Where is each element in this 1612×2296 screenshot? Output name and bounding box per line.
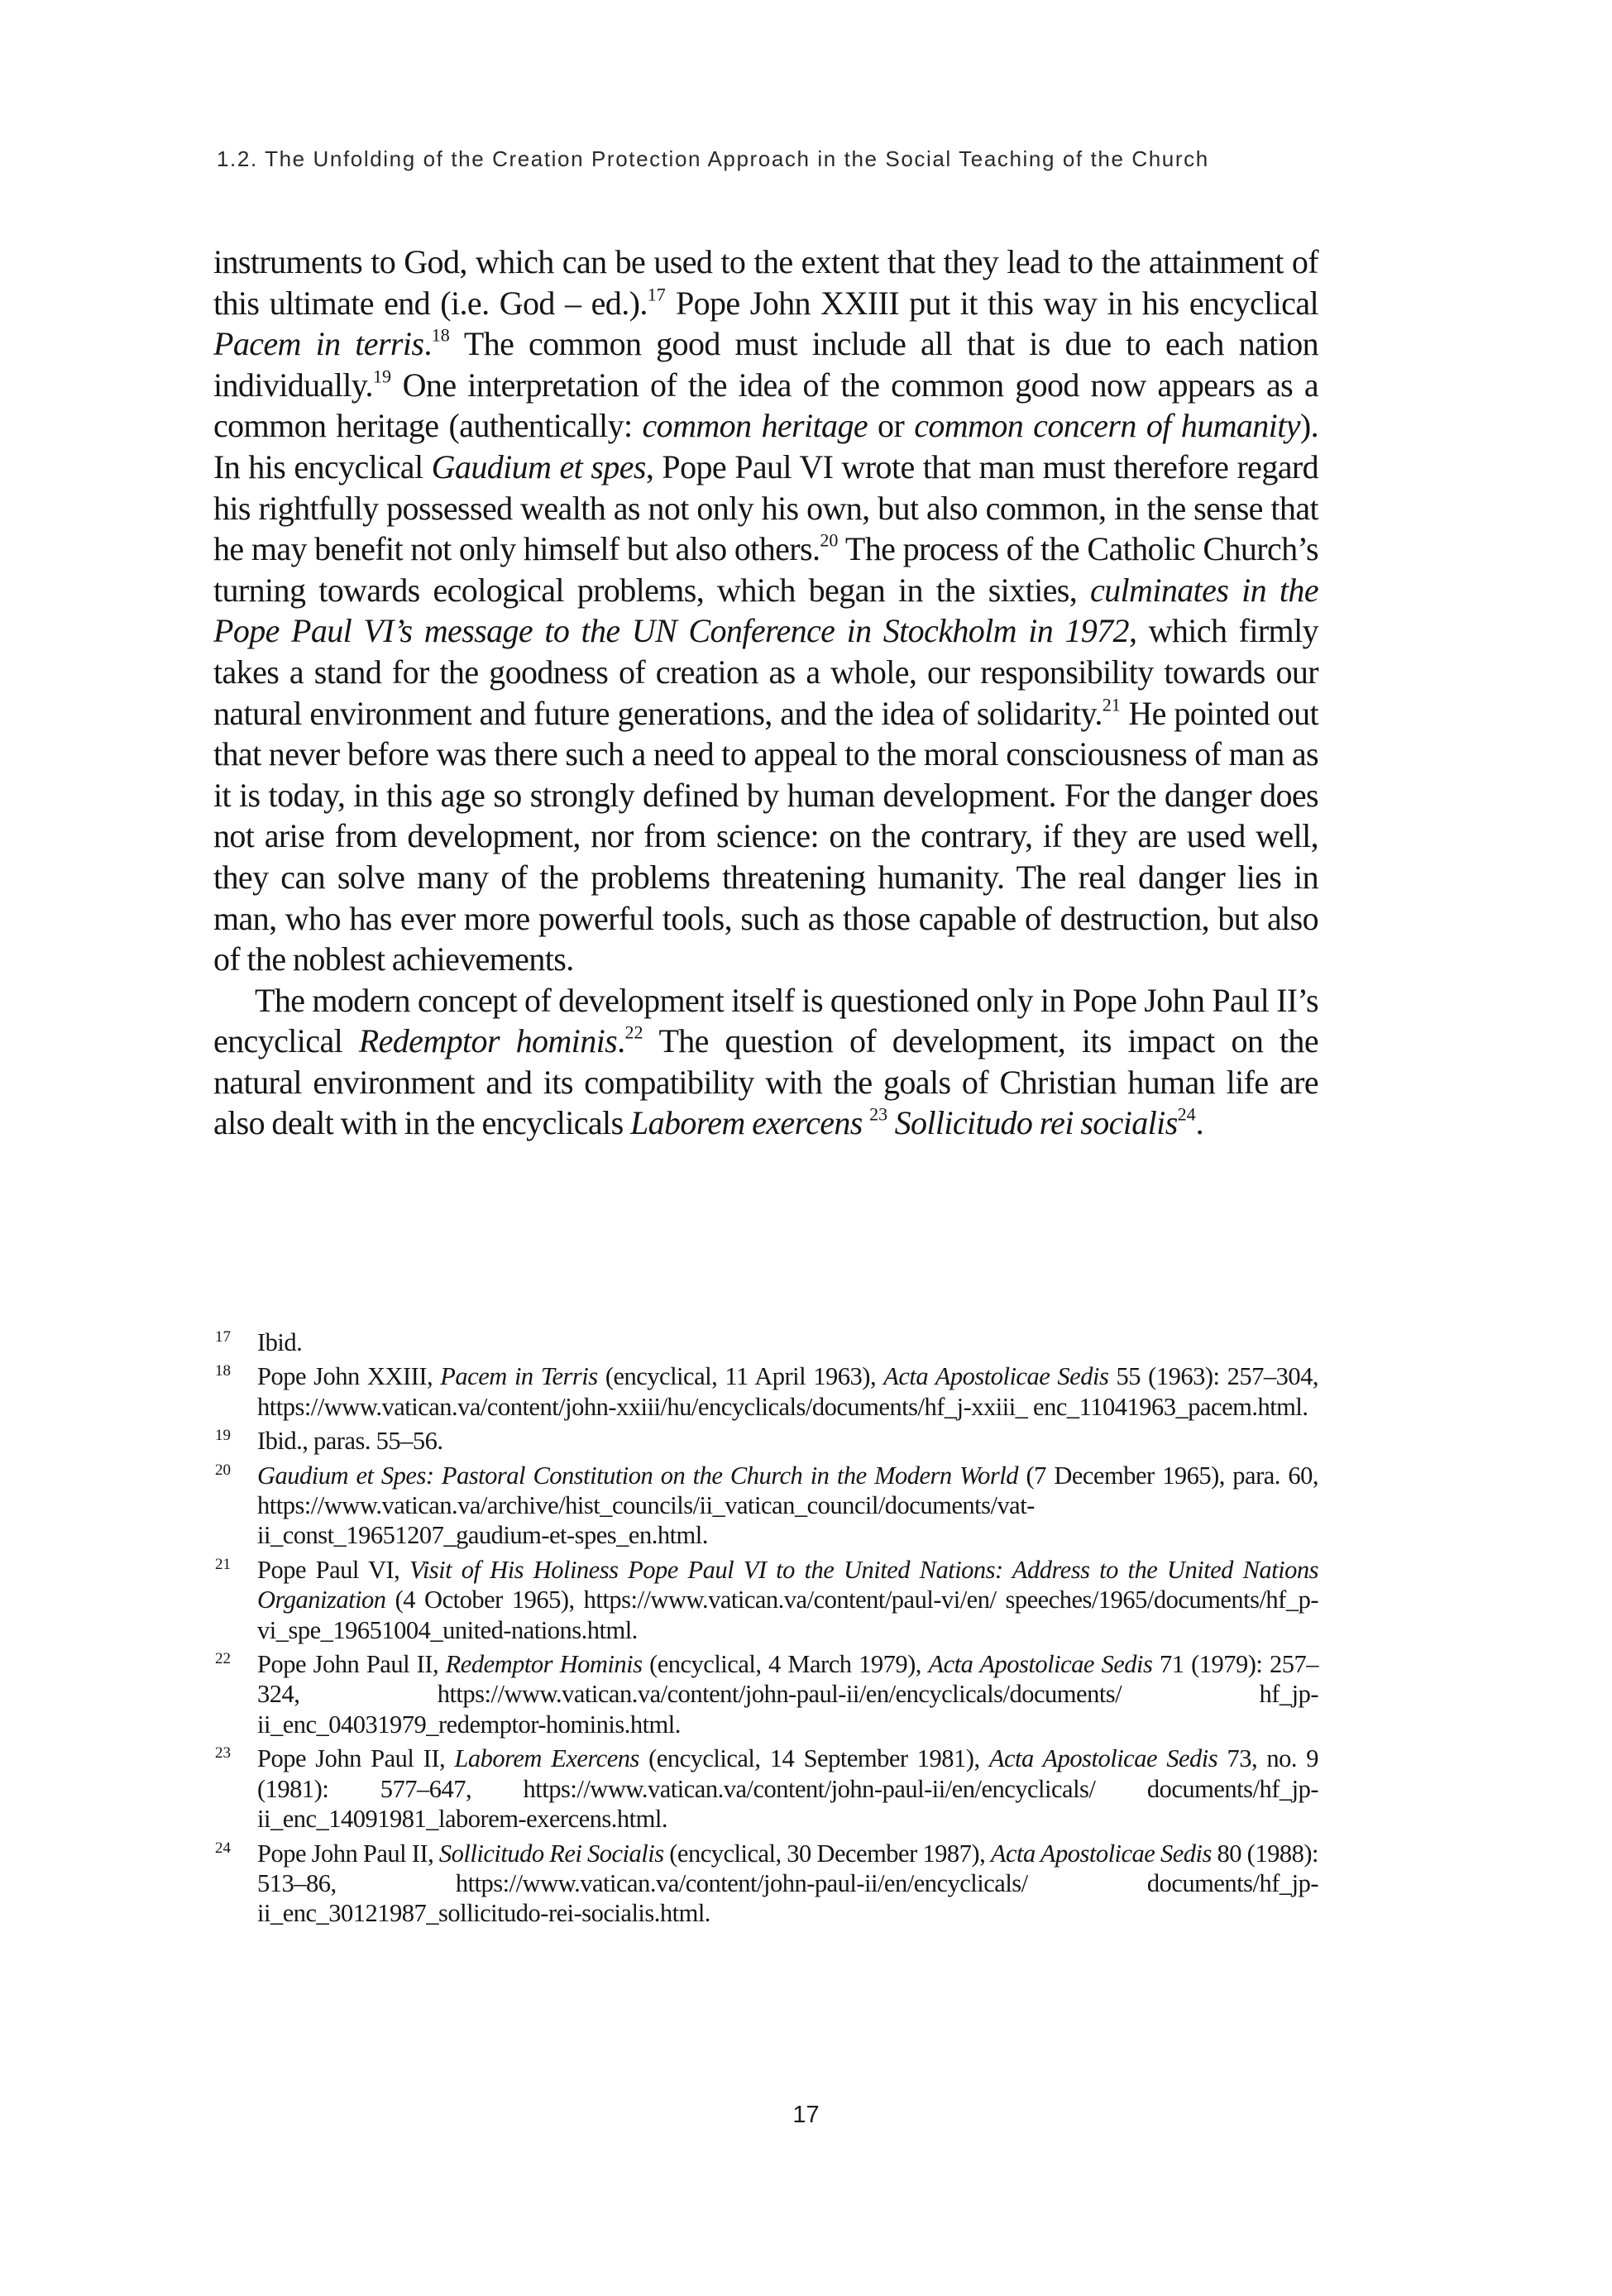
italic-title: Acta Apostolicae Sedis	[990, 1839, 1212, 1868]
italic-title: Laborem exercens	[629, 1104, 863, 1142]
footnote-number: 18	[215, 1362, 231, 1380]
italic-title: Laborem Exercens	[454, 1744, 639, 1773]
text-run: (7 December 1965), para. 60, https://www.vatican.va/archive/hist_councils/ii_vatican_council/documents/vat- ii_const_19651207_gaudium-et-spes_en.html.	[257, 1461, 1318, 1550]
footnote-reference: 23	[869, 1103, 888, 1125]
footnote-reference: 22	[624, 1021, 643, 1043]
italic-title: common concern of humanity	[914, 407, 1300, 445]
footnote-reference: 18	[431, 324, 450, 346]
text-run: The modern concept of development itself is questioned only in Pope John Paul II’s encyclical	[213, 981, 1318, 1060]
footnote-23	[213, 1744, 1318, 1834]
footnote-number: 17	[215, 1328, 231, 1346]
footnote-reference: 21	[1102, 694, 1121, 715]
footnote-20	[213, 1461, 1318, 1551]
italic-title: Pacem in terris	[213, 325, 424, 363]
footnote-22	[213, 1649, 1318, 1739]
text-run	[887, 1104, 894, 1141]
text-run: .	[423, 325, 432, 363]
text-run: (encyclical, 11 April 1963),	[597, 1362, 884, 1391]
text-run: 55 (1963): 257–304, https://www.vatican.va/content/john-xxiii/hu/encyclicals/documents/hf_j-xxiii_ enc_11041963_pacem.html.	[257, 1362, 1318, 1421]
italic-title: Acta Apostolicae Sedis	[883, 1362, 1109, 1391]
text-run: Pope John Paul II,	[257, 1744, 455, 1773]
footnote-21	[213, 1555, 1318, 1645]
text-run: 71 (1979): 257–324, https://www.vatican.va/content/john-paul-ii/en/encyclicals/documents/ hf_jp-ii_enc_04031979_redemptor-hominis.html.	[257, 1650, 1318, 1739]
text-run	[863, 1104, 869, 1141]
text-run: , Pope Paul VI wrote that man must therefore regard his rightfully possessed wealth as not only his own, but also common, in the sense that he may benefit not only himself but also others.	[213, 447, 1319, 568]
footnote-19	[213, 1426, 1318, 1456]
footnotes	[213, 1327, 1318, 1933]
text-run: The process of the Catholic Church’s turning towards ecological problems, which began in the sixties,	[213, 530, 1318, 609]
italic-title: Gaudium et Spes: Pastoral Constitution on the Church in the Modern World	[257, 1461, 1019, 1490]
body-text	[213, 242, 1318, 1144]
footnote-reference: 20	[820, 529, 839, 551]
italic-title: Sollicitudo Rei Socialis	[438, 1839, 664, 1868]
italic-title: Acta Apostolicae Sedis	[928, 1650, 1153, 1679]
text-run: (encyclical, 4 March 1979),	[642, 1650, 929, 1679]
text-run: .	[617, 1022, 625, 1060]
running-header: 1.2. The Unfolding of the Creation Protection Approach in the Social Teaching of the Church	[217, 146, 1209, 171]
page-number: 17	[792, 2102, 820, 2128]
italic-title: Redemptor hominis	[358, 1022, 618, 1060]
text-run: The common good must include all that is due to each nation individually.	[213, 325, 1318, 404]
footnote-number: 19	[215, 1427, 231, 1445]
text-run: Pope John XXIII put it this way in his encyclical	[665, 284, 1318, 322]
footnote-number: 22	[215, 1650, 231, 1668]
text-run: instruments to God, which can be used to the extent that they lead to the attainment of this ultimate end (i.e. God – ed.).	[213, 243, 1318, 322]
italic-title: Redemptor Hominis	[445, 1650, 643, 1679]
italic-title: Gaudium et spes	[431, 447, 646, 486]
text-run: Ibid.	[257, 1328, 303, 1356]
italic-title: culminates in the Pope Paul VI’s message to the UN Conference in Stockholm in 1972	[213, 571, 1318, 650]
italic-title: Visit of His Holiness Pope Paul VI to the United Nations: Address to the United Nations Organization	[257, 1555, 1319, 1614]
text-run: (encyclical, 30 December 1987),	[663, 1839, 991, 1868]
italic-title: Pacem in Terris	[440, 1362, 598, 1391]
paragraph	[213, 980, 1318, 1144]
text-run: ). In his encyclical	[213, 407, 1318, 486]
italic-title: Acta Apostolicae Sedis	[988, 1744, 1218, 1773]
text-run: Ibid., paras. 55–56.	[257, 1427, 443, 1456]
footnote-reference: 17	[647, 284, 666, 305]
text-run: Pope John XXIII,	[257, 1362, 441, 1391]
footnote-number: 21	[215, 1555, 231, 1573]
footnote-17	[213, 1327, 1318, 1357]
footnote-24	[213, 1839, 1318, 1929]
footnote-number: 24	[215, 1839, 231, 1857]
text-run: 80 (1988): 513–86, https://www.vatican.va/content/john-paul-ii/en/encyclicals/ documents/hf_jp-ii_enc_30121987_sollicitudo-rei-socialis.html.	[257, 1839, 1318, 1928]
footnote-reference: 24	[1177, 1103, 1196, 1125]
text-run: Pope Paul VI,	[257, 1555, 409, 1584]
text-run: or	[868, 407, 915, 445]
text-run: , which firmly takes a stand for the goodness of creation as a whole, our responsibility towards our natural environment and future generations, and the idea of solidarity.	[213, 612, 1318, 732]
text-run: He pointed out that never before was there such a need to appeal to the moral consciousness of man as it is today, in this age so strongly defined by human development. For the danger does not arise from development, nor from science: on the contrary, if they are used well, they can solve many of the problems threatening humanity. The real danger lies in man, who has ever more powerful tools, such as those capable of destruction, but also of the noblest achievements.	[213, 694, 1318, 978]
text-run: (4 October 1965), https://www.vatican.va/content/paul-vi/en/ speeches/1965/documents/hf_p-vi_spe_19651004_united-nations.html.	[257, 1586, 1318, 1644]
footnote-number: 20	[215, 1461, 231, 1479]
text-run: Pope John Paul II,	[257, 1839, 439, 1868]
footnote-18	[213, 1361, 1318, 1422]
text-run: .	[1195, 1104, 1204, 1142]
paragraph	[213, 242, 1318, 980]
text-run: (encyclical, 14 September 1981),	[639, 1744, 989, 1773]
footnote-number: 23	[215, 1744, 231, 1763]
text-run: One interpretation of the idea of the common good now appears as a common heritage (authentically:	[213, 366, 1318, 445]
text-run: Pope John Paul II,	[257, 1650, 446, 1679]
footnote-reference: 19	[372, 366, 391, 387]
italic-title: Sollicitudo rei socialis	[894, 1104, 1178, 1142]
text-run: 73, no. 9 (1981): 577–647, https://www.vatican.va/content/john-paul-ii/en/encyclicals/ documents/hf_jp-ii_enc_14091981_laborem-exercens.html.	[257, 1744, 1318, 1834]
italic-title: common heritage	[642, 407, 868, 445]
text-run: The question of development, its impact on the natural environment and its compatibility with the goals of Christian human life are also dealt with in the encyclicals	[213, 1022, 1318, 1142]
